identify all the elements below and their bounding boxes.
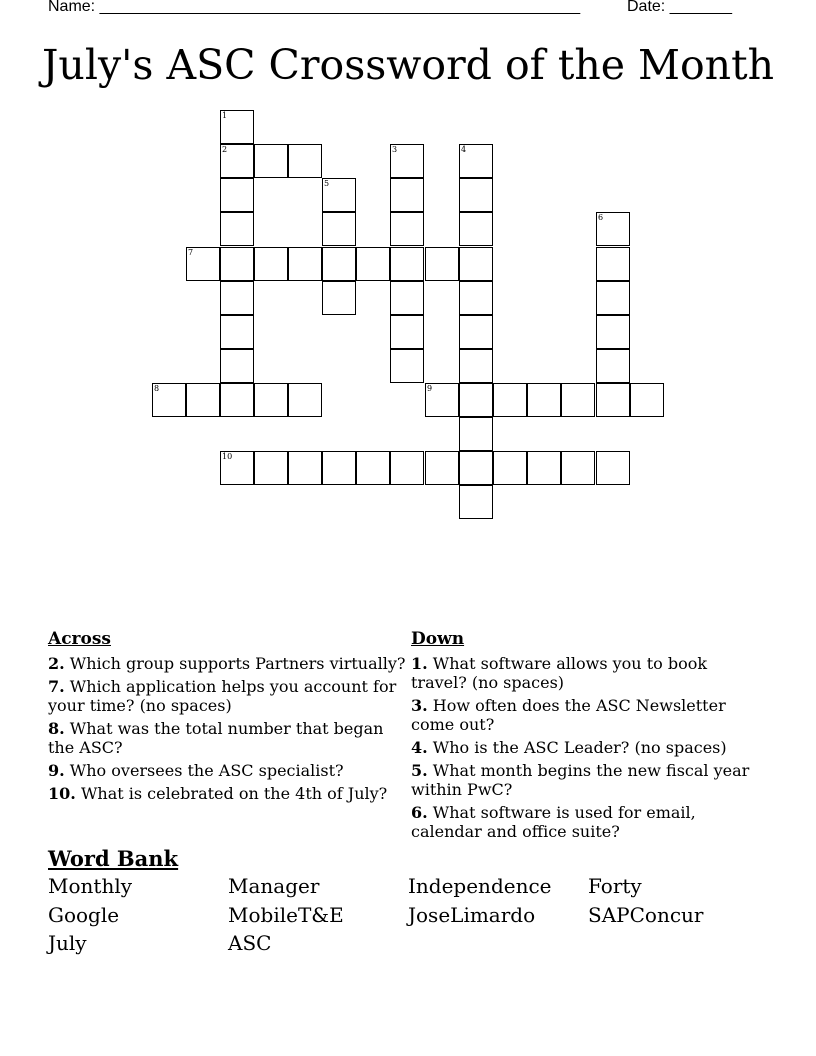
crossword-cell[interactable] (561, 383, 595, 417)
crossword-cell[interactable] (459, 212, 493, 246)
crossword-cell[interactable] (254, 451, 288, 485)
across-clues (48, 628, 408, 807)
clue-number: 8 (154, 384, 160, 393)
crossword-cell[interactable] (527, 451, 561, 485)
crossword-cell[interactable] (459, 144, 493, 178)
clue-number: 1 (222, 111, 228, 120)
clue-number: 4. (411, 738, 428, 757)
crossword-cell[interactable] (390, 315, 424, 349)
crossword-cell[interactable] (459, 485, 493, 519)
crossword-cell[interactable] (220, 212, 254, 246)
crossword-cell[interactable] (459, 315, 493, 349)
crossword-cell[interactable] (459, 349, 493, 383)
crossword-cell[interactable] (561, 451, 595, 485)
crossword-cell[interactable] (425, 383, 459, 417)
crossword-cell[interactable] (220, 144, 254, 178)
clue-text: Who is the ASC Leader? (no spaces) (432, 738, 727, 757)
clue-number: 6 (598, 213, 604, 222)
crossword-cell[interactable] (220, 281, 254, 315)
crossword-cell[interactable] (220, 178, 254, 212)
crossword-cell[interactable] (596, 315, 630, 349)
crossword-cell[interactable] (288, 383, 322, 417)
crossword-cell[interactable] (630, 383, 664, 417)
crossword-cell[interactable] (596, 383, 630, 417)
clue-text: Who oversees the ASC specialist? (69, 761, 344, 780)
down-clues (411, 628, 751, 845)
crossword-cell[interactable] (596, 281, 630, 315)
clue-number: 5 (324, 179, 330, 188)
word-bank-word: Manager (228, 874, 320, 898)
across-heading: Across (48, 629, 111, 649)
crossword-cell[interactable] (596, 451, 630, 485)
crossword-cell[interactable] (596, 247, 630, 281)
word-bank-word: Independence (408, 874, 552, 898)
crossword-cell[interactable] (356, 247, 390, 281)
crossword-cell[interactable] (390, 247, 424, 281)
clue-number: 9 (427, 384, 433, 393)
crossword-cell[interactable] (459, 281, 493, 315)
crossword-cell[interactable] (322, 247, 356, 281)
crossword-cell[interactable] (322, 451, 356, 485)
page-title: July's ASC Crossword of the Month (42, 41, 774, 89)
crossword-cell[interactable] (288, 247, 322, 281)
clue-item (411, 738, 751, 757)
clue-text: What month begins the new fiscal year within PwC? (411, 761, 750, 799)
clue-number: 10. (48, 784, 76, 803)
clue-number: 8. (48, 719, 65, 738)
crossword-cell[interactable] (356, 451, 390, 485)
clue-text: What was the total number that began the ASC? (48, 719, 384, 757)
crossword-cell[interactable] (459, 383, 493, 417)
crossword-cell[interactable] (493, 451, 527, 485)
crossword-cell[interactable] (596, 212, 630, 246)
word-bank-word: MobileT&E (228, 903, 344, 927)
crossword-cell[interactable] (220, 451, 254, 485)
clue-item (411, 696, 751, 734)
word-bank-word: JoseLimardo (408, 903, 536, 927)
clue-number: 2. (48, 654, 65, 673)
clue-number: 3. (411, 696, 428, 715)
crossword-cell[interactable] (288, 451, 322, 485)
clue-number: 10 (222, 452, 233, 461)
clue-text: What is celebrated on the 4th of July? (80, 784, 388, 803)
crossword-cell[interactable] (390, 281, 424, 315)
clue-number: 9. (48, 761, 65, 780)
clue-number: 7. (48, 677, 65, 696)
clue-text: Which group supports Partners virtually? (69, 654, 406, 673)
word-bank-word: SAPConcur (588, 903, 704, 927)
clue-number: 6. (411, 803, 428, 822)
crossword-cell[interactable] (596, 349, 630, 383)
crossword-cell[interactable] (220, 315, 254, 349)
crossword-cell[interactable] (288, 144, 322, 178)
word-bank-heading: Word Bank (48, 846, 179, 871)
crossword-cell[interactable] (254, 247, 288, 281)
clue-item (48, 719, 408, 757)
clue-item (411, 803, 751, 841)
crossword-cell[interactable] (254, 144, 288, 178)
crossword-cell[interactable] (459, 451, 493, 485)
clue-number: 2 (222, 145, 228, 154)
clue-text: Which application helps you account for your time? (no spaces) (48, 677, 397, 715)
clue-item (48, 677, 408, 715)
clue-number: 5. (411, 761, 428, 780)
clue-text: What software is used for email, calendar and office suite? (411, 803, 696, 841)
word-bank-word: ASC (228, 931, 272, 955)
crossword-cell[interactable] (459, 417, 493, 451)
word-bank-word: Google (48, 903, 120, 927)
crossword-cell[interactable] (390, 144, 424, 178)
crossword-cell[interactable] (322, 212, 356, 246)
clue-number: 7 (188, 248, 194, 257)
word-bank-word: Forty (588, 874, 642, 898)
crossword-cell[interactable] (425, 247, 459, 281)
name-field-label: Name: ______________________________________________________ (48, 0, 581, 15)
word-bank-word: Monthly (48, 874, 133, 898)
crossword-cell[interactable] (220, 247, 254, 281)
crossword-cell[interactable] (493, 383, 527, 417)
crossword-cell[interactable] (152, 383, 186, 417)
date-field-label: Date: _______ (627, 0, 732, 15)
word-bank-word: July (48, 931, 87, 955)
crossword-cell[interactable] (186, 247, 220, 281)
crossword-cell[interactable] (186, 383, 220, 417)
clue-item (411, 654, 751, 692)
crossword-cell[interactable] (220, 110, 254, 144)
crossword-cell[interactable] (459, 247, 493, 281)
crossword-cell[interactable] (220, 349, 254, 383)
clue-item (48, 784, 408, 803)
crossword-cell[interactable] (390, 349, 424, 383)
crossword-cell[interactable] (425, 451, 459, 485)
crossword-cell[interactable] (254, 383, 288, 417)
crossword-cell[interactable] (390, 451, 424, 485)
clue-text: How often does the ASC Newsletter come out? (411, 696, 726, 734)
clue-item (48, 654, 408, 673)
crossword-cell[interactable] (390, 212, 424, 246)
clue-number: 1. (411, 654, 428, 673)
crossword-cell[interactable] (220, 383, 254, 417)
crossword-cell[interactable] (322, 281, 356, 315)
down-heading: Down (411, 629, 465, 649)
clue-item (48, 761, 408, 780)
clue-item (411, 761, 751, 799)
clue-number: 3 (392, 145, 398, 154)
crossword-cell[interactable] (390, 178, 424, 212)
clue-number: 4 (461, 145, 467, 154)
crossword-cell[interactable] (322, 178, 356, 212)
crossword-cell[interactable] (527, 383, 561, 417)
clue-text: What software allows you to book travel? (no spaces) (411, 654, 708, 692)
crossword-cell[interactable] (459, 178, 493, 212)
